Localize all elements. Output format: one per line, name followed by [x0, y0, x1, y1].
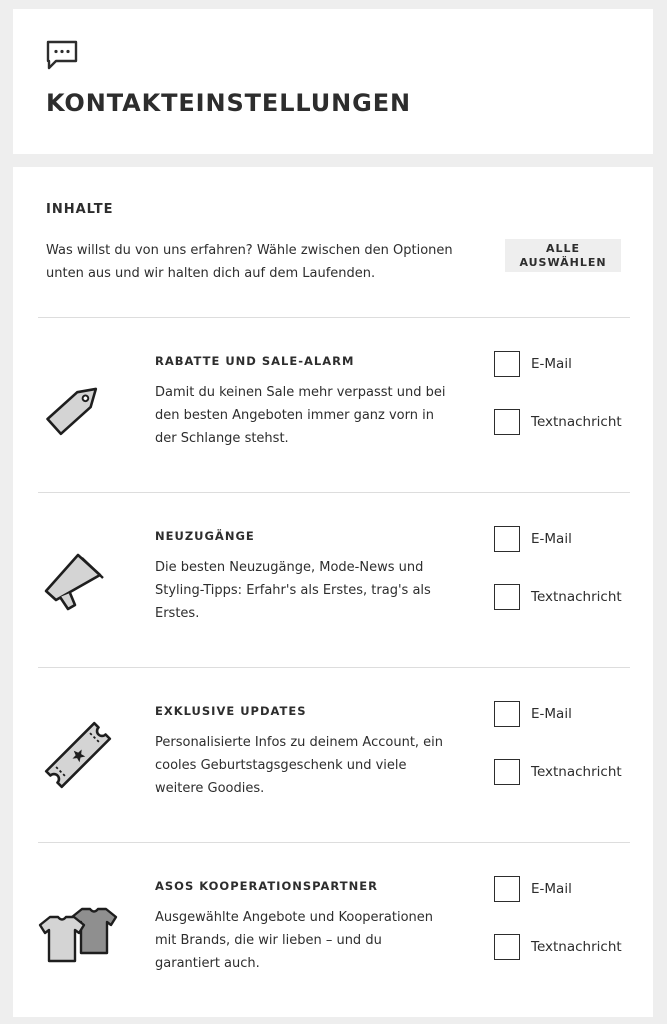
email-checkbox[interactable] [494, 526, 572, 552]
checkbox-box[interactable] [494, 876, 520, 902]
page-title: KONTAKTEINSTELLUNGEN [46, 89, 412, 117]
checkbox-box[interactable] [494, 584, 520, 610]
text-message-label: Textnachricht [531, 414, 622, 430]
text-message-label: Textnachricht [531, 939, 622, 955]
megaphone-icon [38, 545, 118, 615]
text-message-label: Textnachricht [531, 764, 622, 780]
text-message-checkbox[interactable] [494, 934, 622, 960]
select-all-button[interactable] [505, 239, 621, 272]
row-description: Personalisierte Infos zu deinem Account, ein cooles Geburtstagsgeschenk und viele weitere Goodies. [155, 735, 444, 796]
subscription-row-sales [38, 317, 630, 492]
select-all-label-2: AUSWÄHLEN [519, 255, 607, 269]
price-tag-icon [38, 370, 118, 440]
email-checkbox[interactable] [494, 351, 572, 377]
section-description: Was willst du von uns erfahren? Wähle zwischen den Optionen unten aus und wir halten dich auf dem Laufenden. [46, 243, 453, 281]
checkbox-box[interactable] [494, 409, 520, 435]
email-checkbox[interactable] [494, 876, 572, 902]
checkbox-box[interactable] [494, 759, 520, 785]
subscription-row-new-arrivals [38, 492, 630, 667]
email-checkbox[interactable] [494, 701, 572, 727]
email-label: E-Mail [531, 356, 572, 372]
email-label: E-Mail [531, 881, 572, 897]
section-title: INHALTE [46, 202, 114, 217]
text-message-label: Textnachricht [531, 589, 622, 605]
row-title: ASOS KOOPERATIONSPARTNER [155, 879, 378, 893]
chat-bubble-icon [45, 39, 79, 73]
subscription-row-partners [38, 842, 630, 1017]
email-label: E-Mail [531, 706, 572, 722]
row-title: NEUZUGÄNGE [155, 529, 255, 543]
row-title: EXKLUSIVE UPDATES [155, 704, 307, 718]
row-title: RABATTE UND SALE-ALARM [155, 354, 355, 368]
checkbox-box[interactable] [494, 701, 520, 727]
row-description: Die besten Neuzugänge, Mode-News und Styling-Tipps: Erfahr's als Erstes, trag's als Erstes. [155, 560, 431, 621]
content-card [13, 167, 653, 1017]
select-all-label-1: ALLE [545, 241, 581, 255]
t-shirts-icon [38, 895, 118, 965]
text-message-checkbox[interactable] [494, 409, 622, 435]
ticket-icon [38, 720, 118, 790]
checkbox-box[interactable] [494, 934, 520, 960]
text-message-checkbox[interactable] [494, 759, 622, 785]
email-label: E-Mail [531, 531, 572, 547]
row-description: Damit du keinen Sale mehr verpasst und bei den besten Angeboten immer ganz vorn in der Schlange stehst. [155, 385, 446, 446]
row-description: Ausgewählte Angebote und Kooperationen mit Brands, die wir lieben – und du garantiert auch. [155, 910, 433, 971]
checkbox-box[interactable] [494, 351, 520, 377]
header-card [13, 9, 653, 154]
subscription-row-exclusive-updates [38, 667, 630, 842]
checkbox-box[interactable] [494, 526, 520, 552]
text-message-checkbox[interactable] [494, 584, 622, 610]
